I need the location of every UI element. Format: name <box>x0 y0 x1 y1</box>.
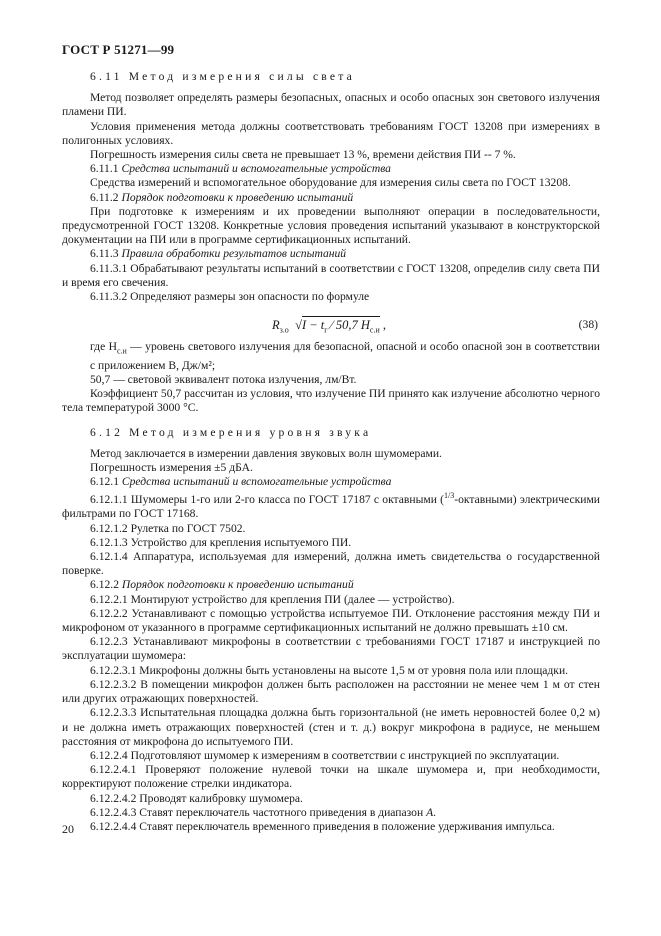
paragraph: При подготовке к измерениям и их проведении выполняют операции в последовательности, предусмотренной ГОСТ 13208. Конкретные условия проведения испытаний указывают в конструкторской документации на ПИ или в программе сертификационных испытаний. <box>62 204 600 247</box>
subsection-6-11-1 <box>62 162 600 176</box>
legend-symbol-sub: с.и <box>116 346 127 356</box>
page-body <box>62 70 600 834</box>
legend-item-h <box>90 340 600 373</box>
subsection-number: 6.12.2 <box>90 578 119 592</box>
paragraph: Коэффициент 50,7 рассчитан из условия, что излучение ПИ принято как излучение абсолютно черного тела температурой 3000 °С. <box>62 387 600 415</box>
paragraph: 6.12.2.3.1 Микрофоны должны быть установлены на высоте 1,5 м от уровня пола или площадки. <box>90 663 569 677</box>
text-run: . <box>433 805 437 819</box>
subsection-6-12-2 <box>62 578 600 592</box>
paragraph: Средства измерений и вспомогательное оборудование для измерения силы света по ГОСТ 13208. <box>90 176 571 190</box>
formula-lhs: R <box>272 318 280 333</box>
formula-lhs-sub: з.о <box>279 325 289 335</box>
paragraph: 6.12.2.3.3 Испытательная площадка должна быть горизонтальной (не иметь неровностей более 0,2 м) и не должна иметь отражающих поверхностей (стен и т. д.) вокруг микрофона в радиусе, не меньшем расстояния от микрофона до испытуемого ПИ. <box>62 706 600 748</box>
legend-text: — уровень светового излучения для безопасной, опасной и особо опасной зон в соответствии с приложением В, Дж/м²; <box>90 340 600 372</box>
subsection-6-11-3 <box>62 247 600 261</box>
subsection-title: Порядок подготовки к проведению испытаний <box>121 578 354 592</box>
paragraph: 6.12.2.1 Монтируют устройство для крепления ПИ (далее — устройство). <box>90 592 455 606</box>
formula-38 <box>62 310 600 340</box>
subsection-title: Средства испытаний и вспомогательные устройства <box>121 162 391 176</box>
paragraph: 6.12.1.4 Аппаратура, используемая для измерений, должна иметь свидетельства о государственной поверке. <box>62 550 600 578</box>
formula-radicand-b-sub: с.и <box>369 325 380 335</box>
text-run: 6.12.1.1 Шумомеры 1-го или 2-го класса по ГОСТ 17187 с октавными ( <box>90 493 444 507</box>
paragraph: 6.11.3.2 Определяют размеры зон опасности по формуле <box>90 290 370 304</box>
paragraph: 6.12.2.3.2 В помещении микрофон должен быть расположен на расстоянии не менее чем 1 м от стен или других отражающих поверхностей. <box>62 677 600 706</box>
paragraph: 6.12.2.3 Устанавливают микрофоны в соответствии с требованиями ГОСТ 17187 и инструкцией по эксплуатации шумомера: <box>62 635 600 663</box>
paragraph: 6.12.1.3 Устройство для крепления испытуемого ПИ. <box>90 535 352 549</box>
paragraph: 6.12.2.4.4 Ставят переключатель временного приведения в положение удерживания импульса. <box>90 819 555 833</box>
section-heading-6-12: 6.12 Метод измерения уровня звука <box>90 425 372 439</box>
document-header: ГОСТ Р 51271—99 <box>62 42 175 57</box>
fraction: 1/3 <box>444 491 455 501</box>
paragraph: 6.12.2.4.2 Проводят калибровку шумомера. <box>90 791 303 805</box>
formula-expression: $R_{з.о}$ $√I - t_г$ ⁄ 50,7 $H_{с.и}$ , <box>272 318 387 335</box>
formula-radicand-a: I − t <box>301 318 325 333</box>
formula-number: (38) <box>578 318 598 332</box>
legend-symbol: где H <box>90 340 117 354</box>
subsection-number: 6.11.3 <box>90 247 119 261</box>
formula-legend <box>62 340 600 373</box>
subsection-title: Средства испытаний и вспомогательные устройства <box>121 475 392 489</box>
paragraph: Погрешность измерения ±5 дБА. <box>90 460 253 474</box>
paragraph: 6.12.2.4.1 Проверяют положение нулевой точки на шкале шумомера и, при необходимости, корректируют положение стрелки индикатора. <box>62 763 600 791</box>
subsection-number: 6.12.1 <box>90 475 119 489</box>
paragraph: 6.12.2.2 Устанавливают с помощью устройства испытуемое ПИ. Отклонение расстояния между ПИ и микрофоном от указанного в программе сертификационных испытаний не должно превышать ±10 см. <box>62 606 600 635</box>
legend-item-50-7: 50,7 — световой эквивалент потока излучения, лм/Вт. <box>90 372 357 386</box>
range-symbol: А <box>426 805 434 819</box>
paragraph: 6.12.2.4 Подготовляют шумомер к измерениям в соответствии с инструкцией по эксплуатации. <box>90 748 560 762</box>
subsection-6-12-1 <box>62 475 600 489</box>
subsection-title: Порядок подготовки к проведению испытаний <box>121 190 354 204</box>
subsection-6-11-2 <box>62 191 600 205</box>
subsection-number: 6.11.1 <box>90 162 119 176</box>
subsection-number: 6.11.2 <box>90 190 119 204</box>
paragraph: Условия применения метода должны соответствовать требованиям ГОСТ 13208 при измерениях в полигонных условиях. <box>62 119 600 147</box>
formula-radicand-a-sub: г <box>324 325 328 335</box>
paragraph: Метод заключается в измерении давления звуковых волн шумомерами. <box>90 446 442 460</box>
paragraph: 6.12.1.2 Рулетка по ГОСТ 7502. <box>90 521 246 535</box>
formula-radicand-b: ⁄ 50,7 H <box>330 318 370 333</box>
formula-radicand <box>301 316 380 335</box>
page-number: 20 <box>62 822 74 836</box>
paragraph: 6.11.3.1 Обрабатывают результаты испытаний в соответствии с ГОСТ 13208, определив силу света ПИ и время его свечения. <box>62 261 600 289</box>
paragraph: Погрешность измерения силы света не превышает 13 %, времени действия ПИ -- 7 %. <box>90 148 516 162</box>
formula-tail: , <box>382 318 387 333</box>
paragraph: Метод позволяет определять размеры безопасных, опасных и особо опасных зон светового излучения пламени ПИ. <box>62 91 600 119</box>
section-heading-6-11: 6.11 Метод измерения силы света <box>90 70 355 83</box>
paragraph-6-12-1-1 <box>62 489 600 521</box>
text-run: 6.12.2.4.3 Ставят переключатель частотного приведения в диапазон <box>90 805 427 819</box>
subsection-title: Правила обработки результатов испытаний <box>121 247 347 261</box>
paragraph-6-12-2-4-3 <box>62 806 600 820</box>
text-run: -октавными) электрическими фильтрами по ГОСТ 17168. <box>62 493 600 521</box>
